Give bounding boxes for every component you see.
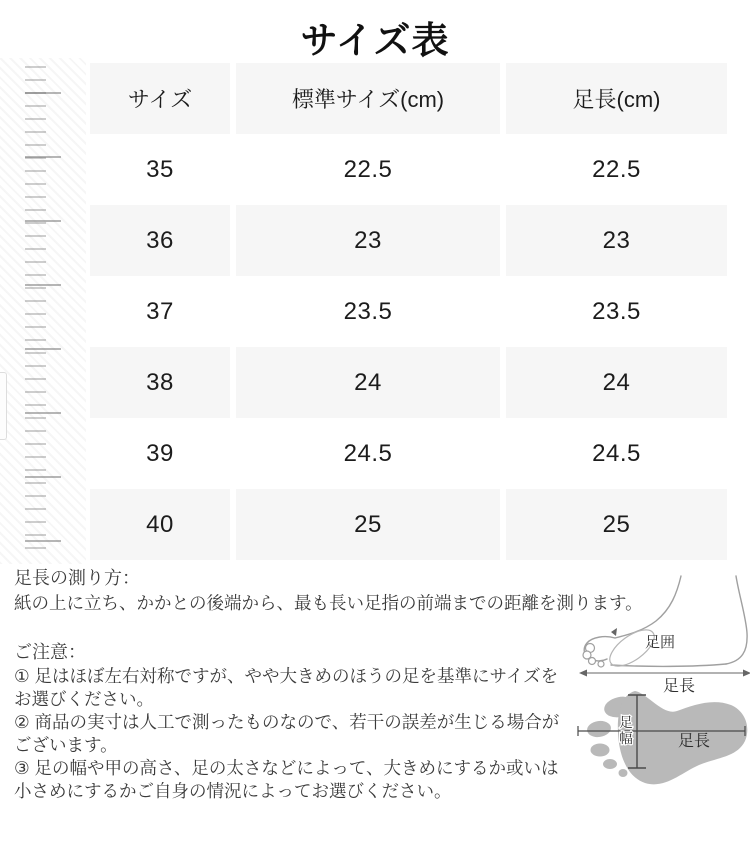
measure-guide-body: 紙の上に立ち、かかとの後端から、最も長い足指の前端までの距離を測ります。 [14, 593, 643, 613]
table-cell: 24.5 [236, 418, 500, 489]
note-line: ③ 足の幅や甲の高さ、足の太さなどによって、大きめにするか或いは [14, 758, 559, 778]
table-cell: 22.5 [506, 134, 727, 205]
arrow-left-icon [579, 670, 587, 677]
foot-length-label-print: 足長 [677, 733, 711, 750]
table-header-cell: 足長(cm) [506, 63, 727, 134]
table-header-cell: 標準サイズ(cm) [236, 63, 500, 134]
measure-guide-heading: 足長の測り方： [14, 568, 140, 588]
table-cell: 24 [506, 347, 727, 418]
note-line: ② 商品の実寸は人工で測ったものなので、若干の誤差が生じる場合が [14, 712, 560, 732]
page-title: サイズ表 [300, 20, 450, 61]
note-line: ① 足はほぼ左右対称ですが、やや大きめのほうの足を基準にサイズを [14, 666, 559, 686]
notes-section [14, 640, 634, 803]
table-cell: 23 [236, 205, 500, 276]
table-cell: 23.5 [506, 276, 727, 347]
arrow-right-icon [743, 670, 750, 677]
note-line: 小さめにするかご自身の情況によってお選びください。 [14, 781, 452, 801]
table-cell: 23.5 [236, 276, 500, 347]
foot-measurement-illustration [575, 575, 750, 790]
foot-girth-label: 足囲 [645, 634, 676, 651]
table-cell: 25 [506, 489, 727, 560]
foot-girth-arrow [611, 628, 617, 636]
notes-heading: ご注意： [14, 642, 86, 662]
table-cell: 25 [236, 489, 500, 560]
table-cell: 35 [90, 134, 230, 205]
foot-length-label-side: 足長 [662, 678, 696, 695]
foot-width-label: 幅 [619, 731, 633, 746]
side-foot-outline [584, 576, 747, 666]
foot-width-label: 足 [619, 715, 633, 730]
table-cell: 23 [506, 205, 727, 276]
ruler-long-ticks [25, 92, 61, 552]
table-cell: 22.5 [236, 134, 500, 205]
size-table [90, 63, 727, 560]
note-line: ございます。 [14, 735, 118, 755]
side-foot-toes [583, 644, 604, 668]
table-header-cell: サイズ [90, 63, 230, 134]
table-cell: 37 [90, 276, 230, 347]
measure-guide-section [14, 566, 662, 615]
table-cell: 24 [236, 347, 500, 418]
measuring-tape-ruler [25, 66, 63, 560]
table-cell: 38 [90, 347, 230, 418]
table-cell: 36 [90, 205, 230, 276]
left-edge-box-artifact [0, 372, 7, 440]
footprint-shape [586, 691, 747, 784]
note-line: お選びください。 [14, 689, 154, 709]
table-cell: 24.5 [506, 418, 727, 489]
foot-illustration-svg [575, 575, 750, 790]
table-cell: 40 [90, 489, 230, 560]
table-cell: 39 [90, 418, 230, 489]
